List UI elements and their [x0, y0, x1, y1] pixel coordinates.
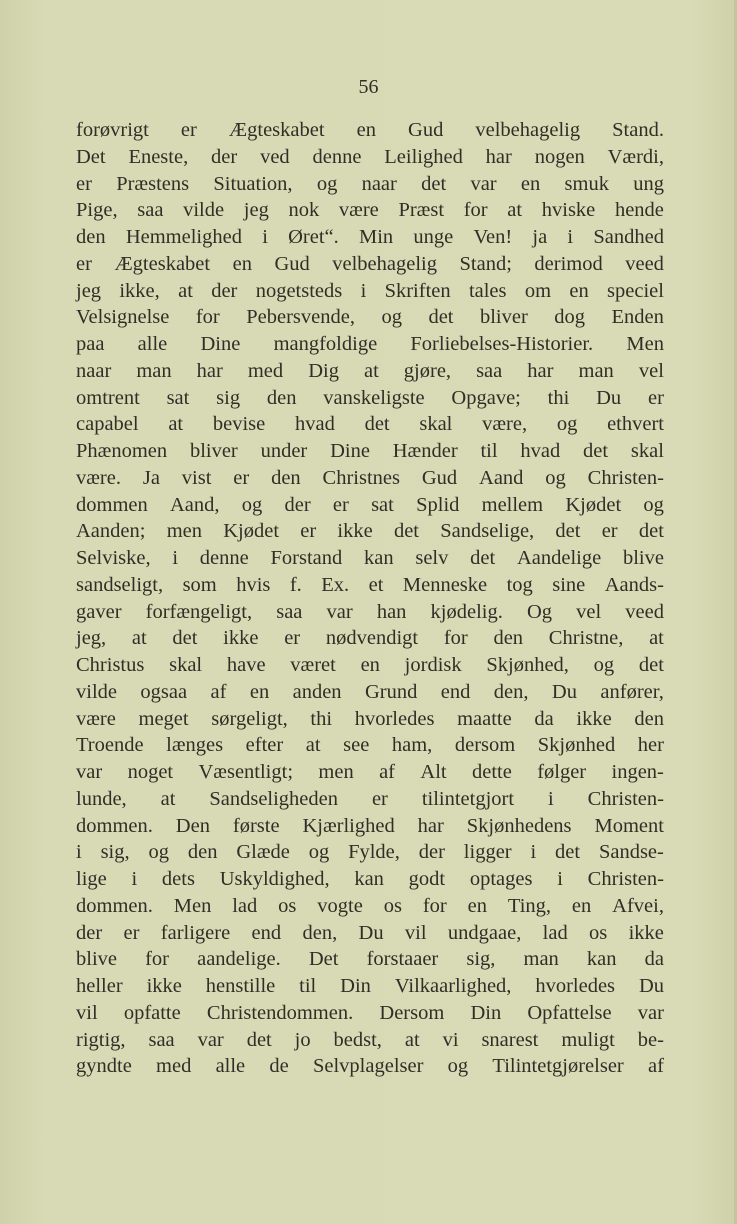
text-line: blive for aandelige. Det forstaaer sig, man kan da	[76, 948, 664, 971]
text-line: Det Eneste, der ved denne Leilighed har nogen Værdi,	[76, 145, 664, 168]
page-number: 56	[358, 76, 379, 98]
body-text	[76, 117, 664, 1080]
text-line: var noget Væsentligt; men af Alt dette følger ingen-	[76, 761, 664, 783]
text-line: Christus skal have været en jordisk Skjønhed, og det	[76, 654, 664, 676]
text-line: den Hemmelighed i Øret“. Min unge Ven! ja i Sandhed	[76, 226, 664, 248]
text-line: Aanden; men Kjødet er ikke det Sandselige, det er det	[76, 520, 664, 543]
text-line: heller ikke henstille til Din Vilkaarlighed, hvorledes Du	[76, 975, 664, 997]
text-line: dommen Aand, og der er sat Splid mellem Kjødet og	[76, 493, 664, 516]
text-line: lunde, at Sandseligheden er tilintetgjort i Christen-	[76, 787, 664, 810]
text-line: gaver forfængeligt, saa var han kjødelig. Og vel veed	[76, 600, 664, 623]
text-line: sandseligt, som hvis f. Ex. et Menneske tog sine Aands-	[76, 573, 664, 596]
text-line: paa alle Dine mangfoldige Forliebelses-Historier. Men	[76, 333, 664, 355]
text-line: vil opfatte Christendommen. Dersom Din Opfattelse var	[76, 1001, 664, 1024]
text-line: Phænomen bliver under Dine Hænder til hvad det skal	[76, 440, 664, 462]
text-line: Velsignelse for Pebersvende, og det bliver dog Enden	[76, 306, 664, 329]
text-line: lige i dets Uskyldighed, kan godt optages i Christen-	[76, 868, 664, 890]
text-line: der er farligere end den, Du vil undgaae, lad os ikke	[76, 921, 664, 944]
text-line: gyndte med alle de Selvplagelser og Tilintetgjørelser af	[76, 1055, 664, 1078]
text-line: jeg ikke, at der nogetsteds i Skriften tales om en speciel	[76, 279, 664, 302]
text-line: Troende længes efter at see ham, dersom Skjønhed her	[76, 734, 664, 757]
text-line: naar man har med Dig at gjøre, saa har man vel	[76, 359, 664, 382]
text-line: er Ægteskabet en Gud velbehagelig Stand; derimod veed	[76, 252, 664, 275]
text-line: rigtig, saa var det jo bedst, at vi snarest muligt be-	[76, 1028, 664, 1051]
text-line: dommen. Men lad os vogte os for en Ting, en Afvei,	[76, 894, 664, 917]
text-line: vilde ogsaa af en anden Grund end den, Du anfører,	[76, 680, 664, 703]
text-line: forøvrigt er Ægteskabet en Gud velbehagelig Stand.	[76, 119, 664, 141]
text-line: være. Ja vist er den Christnes Gud Aand og Christen-	[76, 466, 664, 489]
text-line: dommen. Den første Kjærlighed har Skjønhedens Moment	[76, 814, 664, 837]
text-line: jeg, at det ikke er nødvendigt for den Christne, at	[76, 627, 664, 650]
text-line: Pige, saa vilde jeg nok være Præst for at hviske hende	[76, 199, 664, 222]
text-line: i sig, og den Glæde og Fylde, der ligger i det Sandse-	[76, 841, 664, 864]
text-line: omtrent sat sig den vanskeligste Opgave; thi Du er	[76, 386, 664, 409]
text-line: capabel at bevise hvad det skal være, og ethvert	[76, 413, 664, 436]
text-line: Selviske, i denne Forstand kan selv det Aandelige blive	[76, 547, 664, 569]
text-line: være meget sørgeligt, thi hvorledes maatte da ikke den	[76, 707, 664, 730]
text-line: er Præstens Situation, og naar det var en smuk ung	[76, 172, 664, 195]
